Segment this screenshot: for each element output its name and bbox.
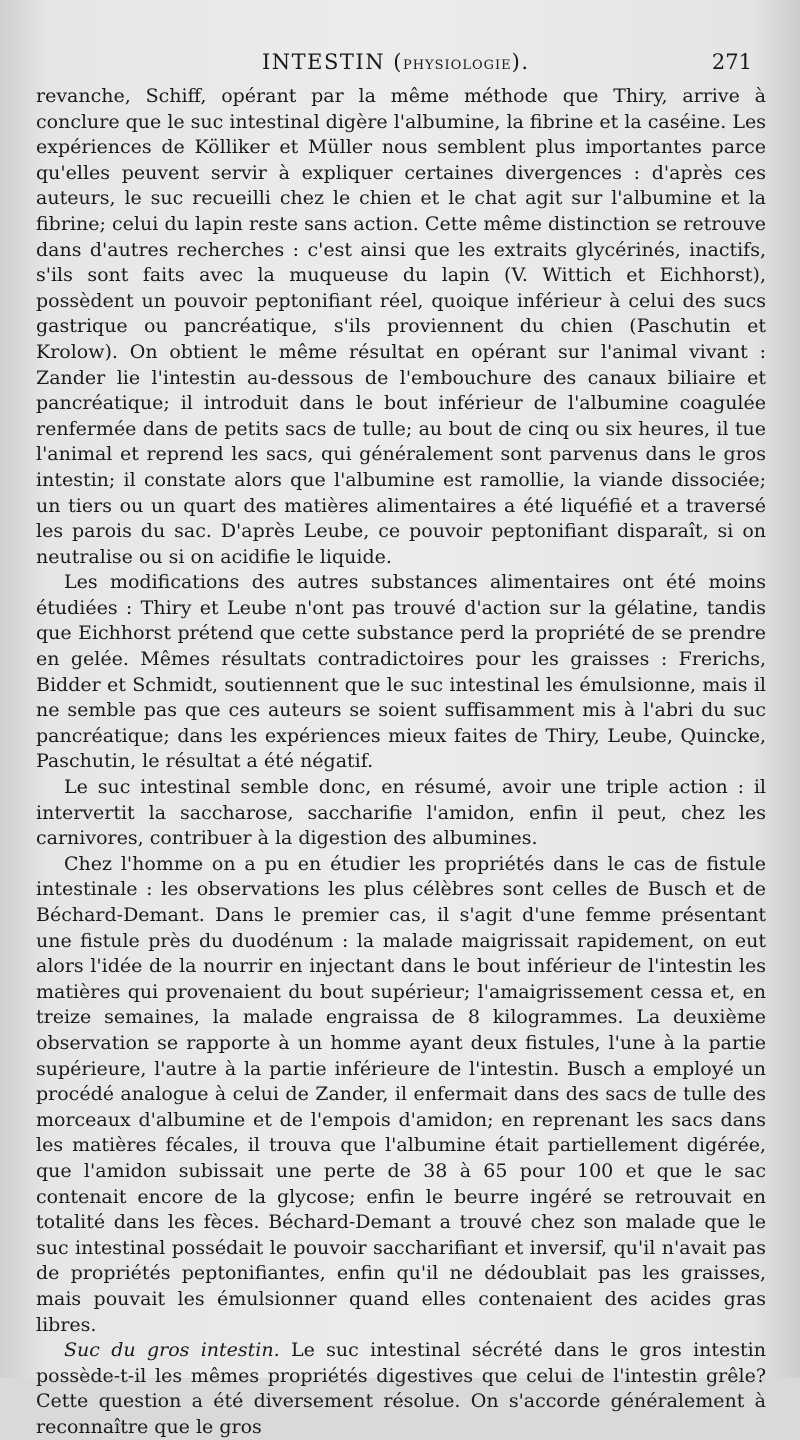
running-title: INTESTIN (PHYSIOLOGIE). xyxy=(262,50,530,74)
paragraph-2: Les modifications des autres substances alimentaires ont été moins étudiées : Thiry et Leube n'ont pas trouvé d'action sur la gélatine, tandis que Eichhorst prétend que cette substance perd la propriété de se prendre en gelée. Mêmes résultats contradictoires pour les graisses : Frerichs, Bidder et Schmidt, soutiennent que le suc intestinal les émulsionne, mais il ne semble pas que ces auteurs se soient suffisamment mis à l'abri du suc pancréatique; dans les expériences mieux faites de Thiry, Leube, Quincke, Paschutin, le résultat a été négatif. xyxy=(36,571,766,773)
section-heading-gros-intestin: Suc du gros intestin. xyxy=(64,1339,280,1362)
title-main: INTESTIN xyxy=(262,50,386,74)
paragraph-3: Le suc intestinal semble donc, en résumé, avoir une triple action : il intervertit la saccharose, saccharifie l'amidon, enfin il peut, chez les carnivores, contribuer à la digestion des albumines. xyxy=(36,776,766,850)
paragraph-1: revanche, Schiff, opérant par la même méthode que Thiry, arrive à conclure que le suc intestinal digère l'albumine, la fibrine et la caséine. Les expériences de Kölliker et Müller nous semblent plus importantes parce qu'elles peuvent servir à expliquer certaines divergences : d'après ces auteurs, le suc recueilli chez le chien et le chat agit sur l'albumine et la fibrine; celui du lapin reste sans action. Cette même distinction se retrouve dans d'autres recherches : c'est ainsi que les extraits glycérinés, inactifs, s'ils sont faits avec la muqueuse du lapin (V. Wittich et Eichhorst), possèdent un pouvoir peptonifiant réel, quoique inférieur à celui des sucs gastrique ou pancréatique, s'ils proviennent du chien (Paschutin et Krolow). On obtient le même résultat en opérant sur l'animal vivant : Zander lie l'intestin au-dessous de l'embouchure des canaux biliaire et pancréatique; il introduit dans le bout inférieur de l'albumine coagulée renfermée dans de petits sacs de tulle; au bout de cinq ou six heures, il tue l'animal et reprend les sacs, qui généralement sont parvenus dans le gros intestin; il constate alors que l'albumine est ramollie, la viande dissociée; un tiers ou un quart des matières alimentaires a été liquéfié et a traversé les parois du sac. D'après Leube, ce pouvoir peptonifiant disparaît, si on neutralise ou si on acidifie le liquide. xyxy=(36,85,766,568)
paragraph-5 xyxy=(36,1338,766,1440)
page-number: 271 xyxy=(711,50,752,74)
paragraph-5-text: Le suc intestinal sécrété dans le gros intestin possède-t-il les mêmes propriétés digestives que celui de l'intestin grêle? Cette question a été diversement résolue. On s'accorde généralement à reconnaître que le gros xyxy=(36,1339,766,1438)
body-text xyxy=(36,84,766,1440)
paragraph-4: Chez l'homme on a pu en étudier les propriétés dans le cas de fistule intestinale : les observations les plus célèbres sont celles de Busch et de Béchard-Demant. Dans le premier cas, il s'agit d'une femme présentant une fistule près du duodénum : la malade maigrissait rapidement, on eut alors l'idée de la nourrir en injectant dans le bout inférieur de l'intestin les matières qui provenaient du bout supérieur; l'amaigrissement cessa et, en treize semaines, la malade engraissa de 8 kilogrammes. La deuxième observation se rapporte à un homme ayant deux fistules, l'une à la partie supérieure, l'autre à la partie inférieure de l'intestin. Busch a employé un procédé analogue à celui de Zander, il enfermait dans des sacs de tulle des morceaux d'albumine et de l'empois d'amidon; en reprenant les sacs dans les matières fécales, il trouva que l'albumine était partiellement digérée, que l'amidon subissait une perte de 38 à 65 pour 100 et que le sac contenait encore de la glycose; enfin le beurre ingéré se retrouvait en totalité dans les fèces. Béchard-Demant a trouvé chez son malade que le suc intestinal possédait le pouvoir saccharifiant et inversif, qu'il n'avait pas de propriétés peptonifiantes, enfin qu'il ne dédoublait pas les graisses, mais pouvait les émulsionner quand elles contenaient des acides gras libres. xyxy=(36,852,766,1336)
running-header xyxy=(0,50,800,84)
title-subtitle: PHYSIOLOGIE xyxy=(402,58,512,73)
